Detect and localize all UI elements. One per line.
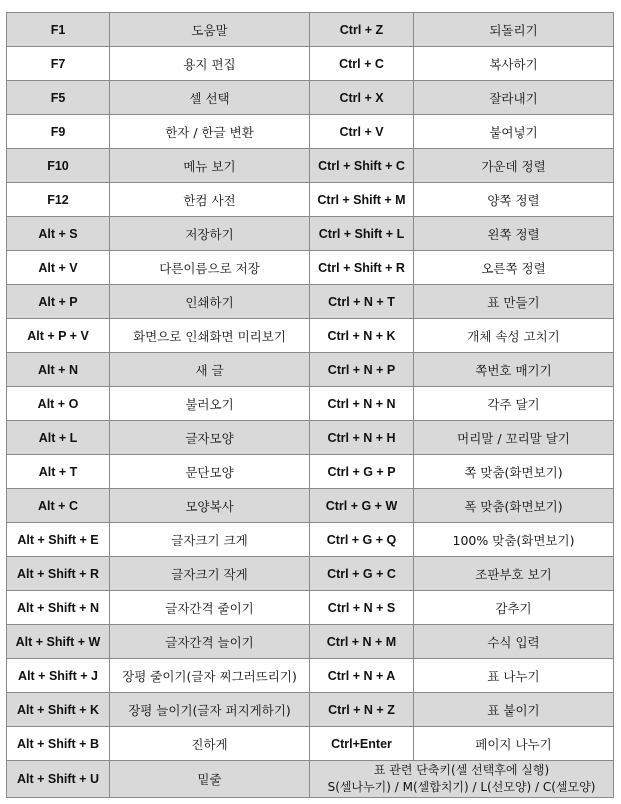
shortcut-key-right: Ctrl + N + Z bbox=[310, 693, 414, 727]
shortcut-description-left: 인쇄하기 bbox=[110, 285, 310, 319]
shortcut-key-left: F5 bbox=[7, 81, 110, 115]
shortcut-key-left: Alt + Shift + R bbox=[7, 557, 110, 591]
shortcut-description-right: 각주 달기 bbox=[414, 387, 614, 421]
shortcut-description-left: 장평 늘이기(글자 퍼지게하기) bbox=[110, 693, 310, 727]
shortcut-description-right: 폭 맞춤(화면보기) bbox=[414, 489, 614, 523]
table-shortcut-note-line2: S(셀나누기) / M(셀합치기) / L(선모양) / C(셀모양) bbox=[327, 780, 596, 794]
shortcut-description-right: 표 나누기 bbox=[414, 659, 614, 693]
table-row bbox=[7, 285, 614, 319]
shortcut-description-left: 글자크기 크게 bbox=[110, 523, 310, 557]
shortcut-key-right: Ctrl + N + P bbox=[310, 353, 414, 387]
table-row bbox=[7, 13, 614, 47]
shortcut-key-right: Ctrl + N + A bbox=[310, 659, 414, 693]
shortcut-key-right: Ctrl + G + P bbox=[310, 455, 414, 489]
shortcut-description-left: 글자모양 bbox=[110, 421, 310, 455]
table-row bbox=[7, 149, 614, 183]
shortcut-key-left: Alt + P bbox=[7, 285, 110, 319]
shortcut-key-left: F7 bbox=[7, 47, 110, 81]
shortcut-key-left: Alt + T bbox=[7, 455, 110, 489]
table-row bbox=[7, 421, 614, 455]
shortcut-key-right: Ctrl + G + C bbox=[310, 557, 414, 591]
shortcut-key-left: F1 bbox=[7, 13, 110, 47]
shortcut-key-right: Ctrl + G + W bbox=[310, 489, 414, 523]
table-row bbox=[7, 319, 614, 353]
table-row-last bbox=[7, 761, 614, 798]
table-row bbox=[7, 591, 614, 625]
shortcut-key-right: Ctrl + Shift + C bbox=[310, 149, 414, 183]
shortcut-key-left: F12 bbox=[7, 183, 110, 217]
shortcut-description-right: 표 만들기 bbox=[414, 285, 614, 319]
shortcut-key-right: Ctrl + Shift + R bbox=[310, 251, 414, 285]
shortcut-key-right: Ctrl + G + Q bbox=[310, 523, 414, 557]
table-row bbox=[7, 353, 614, 387]
table-row bbox=[7, 251, 614, 285]
shortcut-key-right: Ctrl + N + T bbox=[310, 285, 414, 319]
shortcut-description-left: 한컴 사전 bbox=[110, 183, 310, 217]
shortcut-key-right: Ctrl + V bbox=[310, 115, 414, 149]
shortcut-key-right: Ctrl + N + S bbox=[310, 591, 414, 625]
shortcut-description-right: 머리말 / 꼬리말 달기 bbox=[414, 421, 614, 455]
shortcut-key-left: Alt + C bbox=[7, 489, 110, 523]
shortcut-key-left: Alt + Shift + W bbox=[7, 625, 110, 659]
shortcut-key-left: Alt + Shift + E bbox=[7, 523, 110, 557]
shortcut-key-right: Ctrl + N + H bbox=[310, 421, 414, 455]
table-row bbox=[7, 455, 614, 489]
shortcut-description-right: 쪽번호 매기기 bbox=[414, 353, 614, 387]
shortcut-description-right: 복사하기 bbox=[414, 47, 614, 81]
shortcut-key-left: F10 bbox=[7, 149, 110, 183]
shortcut-description-left: 진하게 bbox=[110, 727, 310, 761]
shortcut-key-left: Alt + N bbox=[7, 353, 110, 387]
shortcut-key-left: Alt + S bbox=[7, 217, 110, 251]
table-row bbox=[7, 625, 614, 659]
table-row bbox=[7, 81, 614, 115]
shortcut-key-right: Ctrl + N + N bbox=[310, 387, 414, 421]
shortcut-key-right: Ctrl+Enter bbox=[310, 727, 414, 761]
shortcut-key-left: Alt + Shift + K bbox=[7, 693, 110, 727]
shortcut-key-left: Alt + L bbox=[7, 421, 110, 455]
shortcut-table bbox=[6, 12, 614, 798]
shortcut-description-left: 다른이름으로 저장 bbox=[110, 251, 310, 285]
shortcut-description-left: 셀 선택 bbox=[110, 81, 310, 115]
shortcut-description-right: 잘라내기 bbox=[414, 81, 614, 115]
shortcut-description-right: 감추기 bbox=[414, 591, 614, 625]
table-row bbox=[7, 693, 614, 727]
table-row bbox=[7, 489, 614, 523]
shortcut-key-right: Ctrl + N + K bbox=[310, 319, 414, 353]
table-row bbox=[7, 183, 614, 217]
table-row bbox=[7, 557, 614, 591]
shortcut-description-right: 표 붙이기 bbox=[414, 693, 614, 727]
shortcut-key-right: Ctrl + Z bbox=[310, 13, 414, 47]
shortcut-key-left: Alt + V bbox=[7, 251, 110, 285]
shortcut-description-left: 저장하기 bbox=[110, 217, 310, 251]
shortcut-description-left: 문단모양 bbox=[110, 455, 310, 489]
table-row bbox=[7, 659, 614, 693]
shortcut-table-body bbox=[7, 13, 614, 798]
table-shortcut-note-line1: 표 관련 단축키(셀 선택후에 실행) bbox=[373, 763, 550, 777]
table-row bbox=[7, 727, 614, 761]
shortcut-description-right: 되돌리기 bbox=[414, 13, 614, 47]
shortcut-description-right: 가운데 정렬 bbox=[414, 149, 614, 183]
shortcut-description-right: 개체 속성 고치기 bbox=[414, 319, 614, 353]
shortcut-description-left: 새 글 bbox=[110, 353, 310, 387]
shortcut-key-left: Alt + O bbox=[7, 387, 110, 421]
shortcut-key-right: Ctrl + Shift + M bbox=[310, 183, 414, 217]
shortcut-description-left: 글자크기 작게 bbox=[110, 557, 310, 591]
shortcut-description-left: 한자 / 한글 변환 bbox=[110, 115, 310, 149]
shortcut-description-right: 조판부호 보기 bbox=[414, 557, 614, 591]
shortcut-description-left: 용지 편집 bbox=[110, 47, 310, 81]
shortcut-key-left: Alt + P + V bbox=[7, 319, 110, 353]
shortcut-description-left: 화면으로 인쇄화면 미리보기 bbox=[110, 319, 310, 353]
shortcut-key-right: Ctrl + Shift + L bbox=[310, 217, 414, 251]
shortcut-description-left: 밑줄 bbox=[110, 761, 310, 798]
shortcut-description-left: 글자간격 줄이기 bbox=[110, 591, 310, 625]
shortcut-description-right: 쪽 맞춤(화면보기) bbox=[414, 455, 614, 489]
shortcut-key-left: Alt + Shift + U bbox=[7, 761, 110, 798]
shortcut-description-right: 페이지 나누기 bbox=[414, 727, 614, 761]
shortcut-key-left: Alt + Shift + N bbox=[7, 591, 110, 625]
shortcut-key-right: Ctrl + N + M bbox=[310, 625, 414, 659]
shortcut-description-left: 장평 줄이기(글자 찌그러뜨리기) bbox=[110, 659, 310, 693]
table-row bbox=[7, 217, 614, 251]
shortcut-description-right: 양쪽 정렬 bbox=[414, 183, 614, 217]
table-row bbox=[7, 523, 614, 557]
shortcut-description-left: 도움말 bbox=[110, 13, 310, 47]
table-row bbox=[7, 47, 614, 81]
table-shortcut-note bbox=[310, 761, 614, 798]
shortcut-description-right: 붙여넣기 bbox=[414, 115, 614, 149]
shortcut-description-right: 100% 맞춤(화면보기) bbox=[414, 523, 614, 557]
shortcut-description-right: 왼쪽 정렬 bbox=[414, 217, 614, 251]
shortcut-description-right: 오른쪽 정렬 bbox=[414, 251, 614, 285]
shortcut-key-right: Ctrl + C bbox=[310, 47, 414, 81]
shortcut-description-left: 불러오기 bbox=[110, 387, 310, 421]
table-row bbox=[7, 115, 614, 149]
shortcut-description-right: 수식 입력 bbox=[414, 625, 614, 659]
table-row bbox=[7, 387, 614, 421]
shortcut-key-left: Alt + Shift + B bbox=[7, 727, 110, 761]
shortcut-description-left: 글자간격 늘이기 bbox=[110, 625, 310, 659]
shortcut-key-left: F9 bbox=[7, 115, 110, 149]
shortcut-description-left: 메뉴 보기 bbox=[110, 149, 310, 183]
shortcut-key-left: Alt + Shift + J bbox=[7, 659, 110, 693]
shortcut-key-right: Ctrl + X bbox=[310, 81, 414, 115]
shortcut-description-left: 모양복사 bbox=[110, 489, 310, 523]
